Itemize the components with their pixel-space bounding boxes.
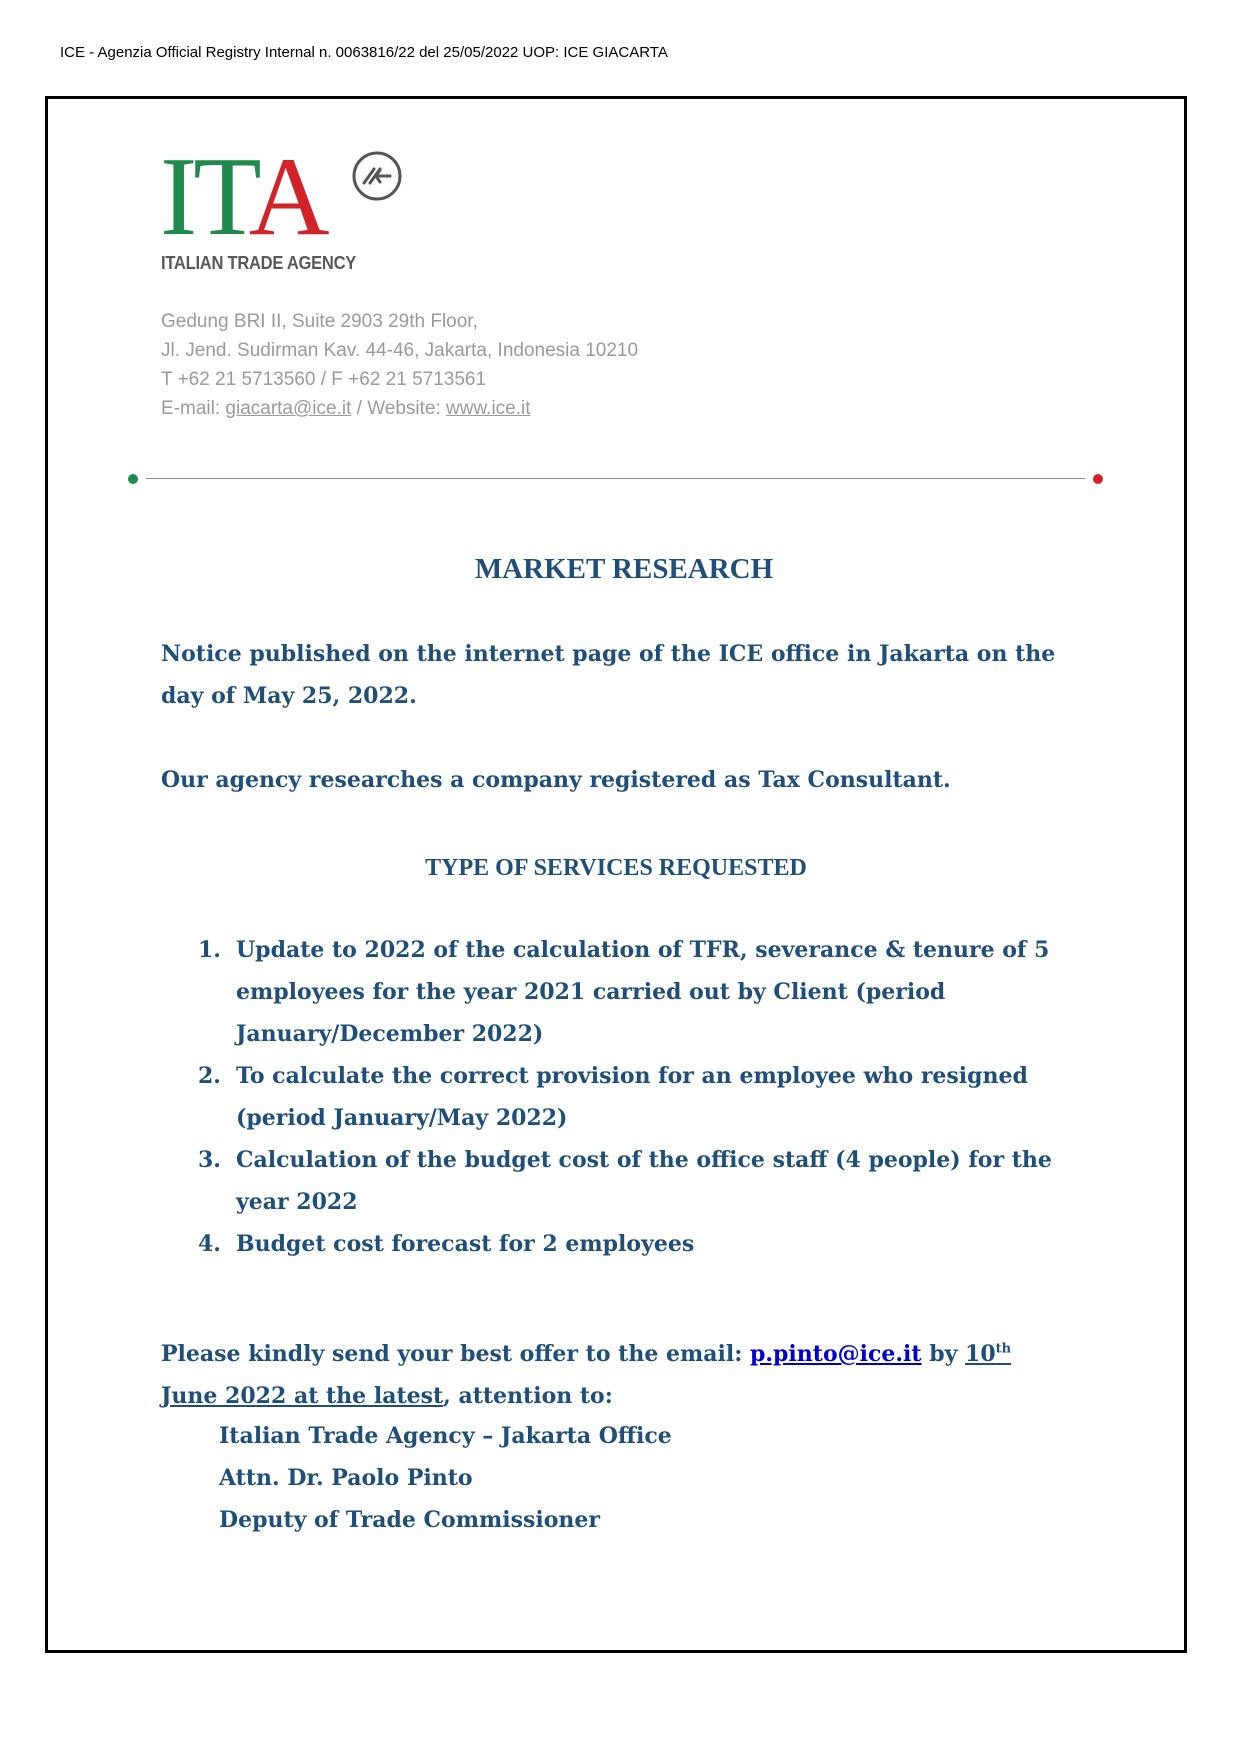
offer-paragraph — [161, 1333, 1121, 1417]
email-label: E-mail: — [161, 398, 226, 419]
phone-line: T +62 21 5713560 / F +62 21 5713561 — [161, 369, 487, 390]
red-dot-icon — [1093, 474, 1103, 484]
service-item — [198, 1223, 1118, 1265]
service-line: To calculate the correct provision for an employee who resigned — [236, 1063, 1028, 1089]
attention-person: Attn. Dr. Paolo Pinto — [219, 1465, 473, 1491]
attention-block — [219, 1415, 672, 1541]
notice-paragraph — [161, 633, 1121, 717]
service-number: 3. — [198, 1147, 221, 1173]
deadline-suffix: th — [995, 1341, 1012, 1357]
ice-emblem-icon — [350, 149, 404, 203]
logo-letters: ITA — [160, 135, 326, 259]
contact-email-link[interactable]: p.pinto@ice.it — [750, 1341, 922, 1367]
address-block — [161, 307, 638, 423]
service-number: 1. — [198, 937, 221, 963]
office-email-link[interactable]: giacarta@ice.it — [225, 398, 352, 419]
service-number: 2. — [198, 1063, 221, 1089]
website-label: / Website: — [351, 398, 447, 419]
offer-line — [161, 1333, 1121, 1375]
offer-prefix: Please kindly send your best offer to the email: — [161, 1341, 750, 1367]
service-line: January/December 2022) — [236, 1021, 544, 1047]
attention-office: Italian Trade Agency – Jakarta Office — [219, 1423, 672, 1449]
divider-line — [146, 478, 1085, 479]
deadline-day: 10th — [965, 1341, 1012, 1367]
service-number: 4. — [198, 1231, 221, 1257]
green-dot-icon — [128, 474, 138, 484]
service-item — [198, 1055, 1118, 1139]
document-title: MARKET RESEARCH — [474, 553, 774, 585]
attention-role: Deputy of Trade Commissioner — [219, 1507, 600, 1533]
deadline-text: June 2022 at the latest — [161, 1383, 444, 1409]
ita-logo — [160, 135, 410, 267]
service-line: year 2022 — [236, 1189, 358, 1215]
website-link[interactable]: www.ice.it — [446, 398, 531, 419]
header-divider — [128, 472, 1103, 486]
offer-line — [161, 1375, 1121, 1417]
offer-by: by — [921, 1341, 966, 1367]
services-list — [198, 929, 1118, 1265]
service-line: Calculation of the budget cost of the office staff (4 people) for the — [236, 1147, 1052, 1173]
notice-line: Notice published on the internet page of the ICE office in Jakarta on the — [161, 641, 1056, 667]
service-line: Budget cost forecast for 2 employees — [236, 1231, 695, 1257]
service-line: (period January/May 2022) — [236, 1105, 568, 1131]
service-line: Update to 2022 of the calculation of TFR, severance & tenure of 5 — [236, 937, 1050, 963]
agency-name: ITALIAN TRADE AGENCY — [161, 253, 357, 273]
contact-line — [161, 394, 638, 423]
address-line: Jl. Jend. Sudirman Kav. 44-46, Jakarta, Indonesia 10210 — [161, 340, 639, 361]
offer-tail: , attention to: — [443, 1383, 613, 1409]
document-frame — [45, 96, 1187, 1653]
service-item — [198, 929, 1118, 1055]
services-heading: TYPE OF SERVICES REQUESTED — [425, 855, 807, 881]
address-line: Gedung BRI II, Suite 2903 29th Floor, — [161, 311, 478, 332]
agency-statement: Our agency researches a company registered as Tax Consultant. — [161, 767, 951, 793]
registry-header: ICE - Agenzia Official Registry Internal n. 0063816/22 del 25/05/2022 UOP: ICE GIACARTA — [60, 44, 668, 61]
notice-line: day of May 25, 2022. — [161, 683, 417, 709]
service-line: employees for the year 2021 carried out by Client (period — [236, 979, 946, 1005]
service-item — [198, 1139, 1118, 1223]
